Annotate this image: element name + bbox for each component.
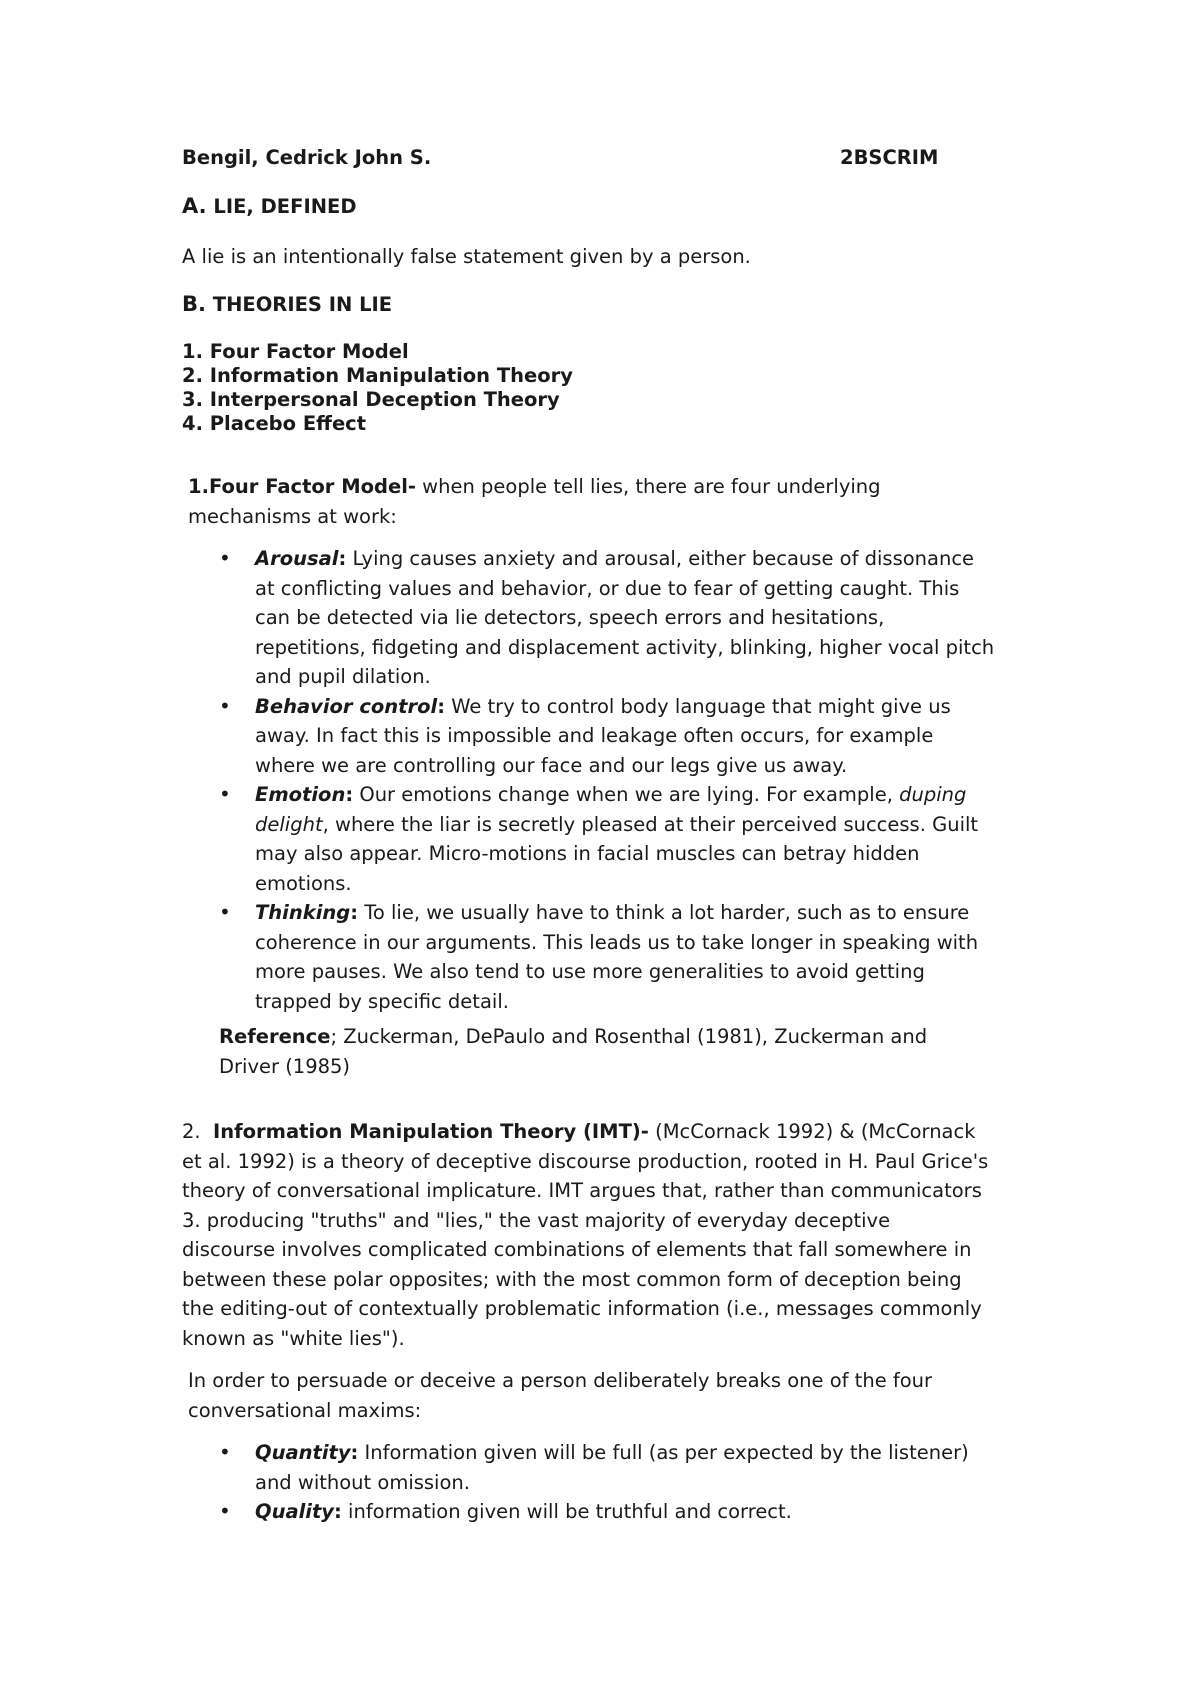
maxim-colon: :	[334, 1500, 342, 1523]
imt-text: (McCornack 1992) & (McCornack	[648, 1120, 976, 1143]
maxim-text: Information given will be full (as per expected by the listener)	[358, 1441, 969, 1464]
factor-term: Emotion	[255, 783, 346, 806]
factor-text: at conflicting values and behavior, or due to fear of getting caught. This	[255, 576, 960, 600]
imt-text: et al. 1992) is a theory of deceptive discourse production, rooted in H. Paul Grice's	[182, 1149, 989, 1173]
theories-list	[182, 340, 573, 436]
section-b-letter: B.	[182, 292, 206, 316]
factor-arousal	[219, 544, 1055, 692]
bullet-icon: •	[219, 1440, 231, 1464]
maxim-text: and without omission.	[255, 1470, 470, 1494]
factor-colon: :	[350, 901, 359, 924]
maxim-quality	[219, 1497, 1055, 1527]
factor-text: and pupil dilation.	[255, 665, 431, 688]
reference-text: Driver (1985)	[219, 1054, 351, 1078]
bullet-icon: •	[219, 693, 231, 718]
section-a-heading	[182, 194, 357, 218]
imt-text: theory of conversational implicature. IMT argues that, rather than communicators	[182, 1179, 982, 1202]
reference-label: Reference	[219, 1025, 331, 1048]
theory-item: 4. Placebo Effect	[182, 412, 367, 435]
factor-text: coherence in our arguments. This leads us to take longer in speaking with	[255, 930, 979, 954]
factor-text: trapped by specific detail.	[255, 989, 509, 1013]
section-a-title: LIE, DEFINED	[213, 195, 357, 218]
reference	[219, 1022, 1069, 1081]
maxims-intro-text: conversational maxims:	[188, 1398, 422, 1422]
theory-item: 2. Information Manipulation Theory	[182, 364, 573, 387]
factor-colon: :	[345, 783, 354, 806]
factor-emotion	[219, 780, 1055, 898]
imt-title: Information Manipulation Theory (IMT)-	[213, 1120, 649, 1143]
imt-number: 2.	[182, 1120, 201, 1143]
maxim-text: information given will be truthful and correct.	[341, 1500, 792, 1523]
maxim-colon: :	[350, 1441, 359, 1464]
factor-text: may also appear. Micro-motions in facial muscles can betray hidden	[255, 842, 920, 865]
maxim-quantity	[219, 1438, 1055, 1497]
factor-italic-text: delight	[255, 812, 323, 836]
factor-term: Arousal	[255, 547, 339, 570]
factor-italic-text: duping	[899, 783, 967, 806]
maxims-intro-text: In order to persuade or deceive a person deliberately breaks one of the four	[188, 1369, 933, 1392]
four-factor-intro	[188, 472, 1088, 531]
factor-text: repetitions, fidgeting and displacement activity, blinking, higher vocal pitch	[255, 635, 995, 659]
factor-colon: :	[338, 547, 347, 570]
factor-text: To lie, we usually have to think a lot harder, such as to ensure	[358, 901, 970, 924]
bullet-icon: •	[219, 1499, 231, 1523]
section-b-heading	[182, 292, 392, 316]
section-a-letter: A.	[182, 194, 207, 218]
factor-text: , where the liar is secretly pleased at their perceived success. Guilt	[322, 812, 979, 836]
factor-text: can be detected via lie detectors, speech errors and hesitations,	[255, 606, 885, 629]
maxims-intro	[188, 1366, 1088, 1425]
student-section: 2BSCRIM	[840, 146, 939, 169]
imt-text: known as "white lies").	[182, 1326, 405, 1350]
four-factor-list	[219, 544, 1055, 1016]
factor-text: emotions.	[255, 871, 352, 895]
student-name: Bengil, Cedrick John S.	[182, 146, 432, 169]
imt-paragraph	[182, 1117, 1082, 1353]
theory-item: 1. Four Factor Model	[182, 340, 409, 363]
factor-thinking	[219, 898, 1055, 1016]
four-factor-title: 1.Four Factor Model-	[188, 475, 416, 498]
maxim-term: Quality	[255, 1500, 335, 1523]
lie-definition: A lie is an intentionally false statement given by a person.	[182, 245, 751, 268]
factor-term: Behavior control	[255, 694, 438, 718]
imt-text: 3. producing "truths" and "lies," the vast majority of everyday deceptive	[182, 1208, 891, 1232]
imt-text: between these polar opposites; with the most common form of deception being	[182, 1267, 962, 1291]
imt-text: the editing-out of contextually problematic information (i.e., messages commonly	[182, 1297, 982, 1320]
maxim-term: Quantity	[255, 1441, 351, 1464]
factor-text: more pauses. We also tend to use more generalities to avoid getting	[255, 960, 925, 983]
bullet-icon: •	[219, 546, 231, 570]
theory-item: 3. Interpersonal Deception Theory	[182, 388, 560, 411]
factor-colon: :	[437, 694, 445, 718]
section-b-title: THEORIES IN LIE	[212, 293, 393, 316]
bullet-icon: •	[219, 782, 231, 806]
factor-text: Lying causes anxiety and arousal, either because of dissonance	[346, 547, 975, 570]
intro-line: mechanisms at work:	[188, 504, 397, 528]
factor-text: Our emotions change when we are lying. For example,	[353, 783, 900, 806]
factor-text: where we are controlling our face and our legs give us away.	[255, 753, 848, 777]
factor-text: We try to control body language that might give us	[445, 694, 951, 718]
bullet-icon: •	[219, 900, 231, 924]
factor-term: Thinking	[255, 901, 351, 924]
maxims-list	[219, 1438, 1055, 1527]
intro-line: when people tell lies, there are four underlying	[415, 475, 881, 498]
factor-behavior-control	[219, 692, 1055, 781]
imt-text: discourse involves complicated combinations of elements that fall somewhere in	[182, 1238, 972, 1261]
reference-text: ; Zuckerman, DePaulo and Rosenthal (1981), Zuckerman and	[330, 1025, 928, 1048]
factor-text: away. In fact this is impossible and leakage often occurs, for example	[255, 724, 934, 747]
